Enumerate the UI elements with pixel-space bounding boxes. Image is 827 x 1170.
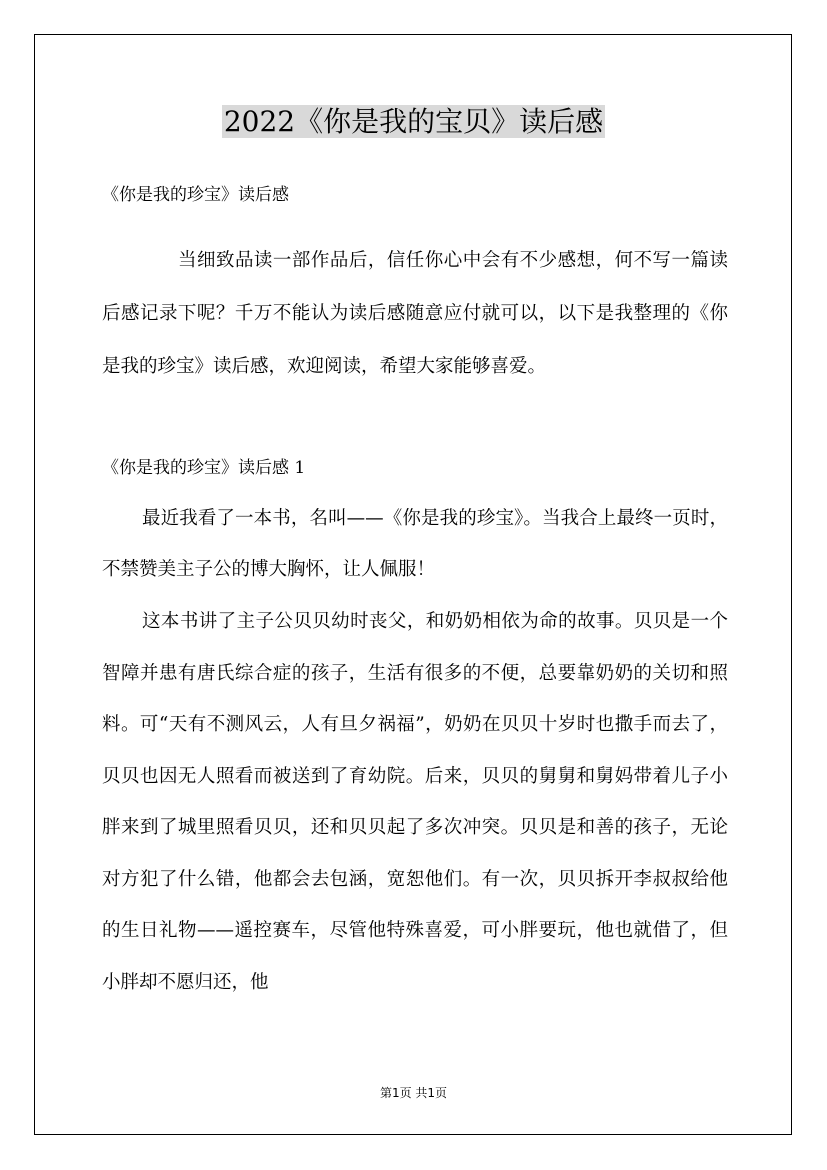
section-heading: 《你是我的珍宝》读后感 [102,185,289,205]
section-heading-1: 《你是我的珍宝》读后感 1 [102,458,306,478]
body-paragraph-2: 这本书讲了主子公贝贝幼时丧父，和奶奶相依为命的故事。贝贝是一个智障并患有唐氏综合症的孩子，生活有很多的不便，总要靠奶奶的关切和照料。可“天有不测风云，人有旦夕祸福”，奶奶在贝贝十岁时也撒手而去了，贝贝也因无人照看而被送到了育幼院。后来，贝贝的舅舅和舅妈带着儿子小胖来到了城里照看贝贝，还和贝贝起了多次冲突。贝贝是和善的孩子，无论对方犯了什么错，他都会去包涵，宽恕他们。有一次，贝贝拆开李叔叔给他的生日礼物——遥控赛车，尽管他特殊喜爱，可小胖要玩，他也就借了，但小胖却不愿归还，他 [102,611,728,993]
document-title-text: 2022《你是我的宝贝》读后感 [223,105,604,138]
body-paragraph-1: 最近我看了一本书，名叫——《你是我的珍宝》。当我合上最终一页时，不禁赞美主子公的博大胸怀，让人佩服！ [102,508,728,580]
document-title [0,100,827,144]
intro-paragraph: 当细致品读一部作品后，信任你心中会有不少感想，何不写一篇读后感记录下呢？千万不能认为读后感随意应付就可以，以下是我整理的《你是我的珍宝》读后感，欢迎阅读，希望大家能够喜爱。 [102,250,728,377]
page-footer: 第1页 共1页 [379,1086,448,1100]
